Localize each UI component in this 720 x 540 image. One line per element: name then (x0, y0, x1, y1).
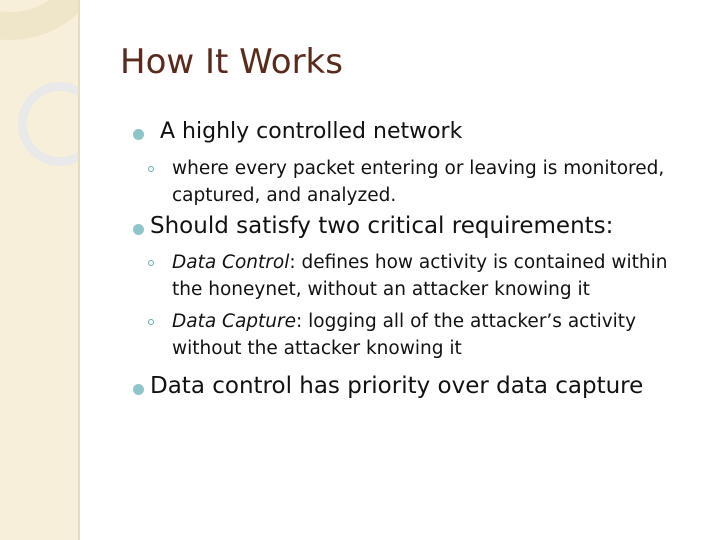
bullet-text: A highly controlled network (160, 119, 463, 144)
sub-bullet-item (172, 155, 702, 209)
decorative-sidebar (0, 0, 78, 540)
decorative-ring (18, 82, 78, 166)
bullet-text: Should satisfy two critical requirements: (150, 213, 614, 239)
sub-bullet-text: : defines how activity is contained within the honeynet, without an attacker knowing it (172, 252, 668, 300)
bullet-item (150, 373, 643, 399)
bullet-dot-icon (133, 224, 144, 235)
sub-bullet-item (172, 308, 692, 362)
decorative-ring (0, 0, 78, 40)
bullet-item (160, 119, 462, 144)
sidebar-divider (78, 0, 80, 540)
sub-bullet-text: where every packet entering or leaving is monitored, captured, and analyzed. (172, 158, 665, 206)
sub-bullet-ring-icon (148, 260, 154, 266)
bullet-item (150, 213, 613, 239)
bullet-dot-icon (133, 129, 144, 140)
sub-bullet-term: Data Capture (172, 311, 297, 332)
bullet-text: Data control has priority over data capture (150, 373, 644, 399)
slide-title: How It Works (120, 42, 343, 82)
sub-bullet-ring-icon (148, 319, 154, 325)
sub-bullet-text: : logging all of the attacker’s activity without the attacker knowing it (172, 311, 637, 359)
sub-bullet-item (172, 249, 692, 303)
sub-bullet-ring-icon (148, 166, 154, 172)
sub-bullet-term: Data Control (172, 252, 290, 273)
bullet-dot-icon (133, 384, 144, 395)
